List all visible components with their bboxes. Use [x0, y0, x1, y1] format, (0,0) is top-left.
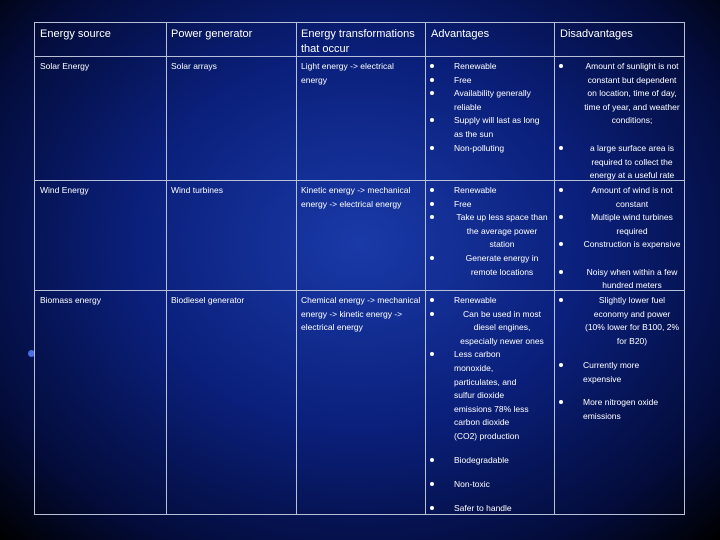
- cell-power-generator: Biodiesel generator: [171, 295, 245, 305]
- cell-energy-source: Solar Energy: [40, 61, 90, 71]
- cell-energy-source: Biomass energy: [40, 295, 101, 305]
- column-divider: [554, 23, 555, 514]
- bullet-icon: [430, 118, 434, 122]
- bullet-icon: [559, 400, 563, 404]
- column-divider: [166, 23, 167, 514]
- bullet-icon: [559, 146, 563, 150]
- bullet-icon: [430, 352, 434, 356]
- bullet-icon: [430, 312, 434, 316]
- bullet-icon: [430, 482, 434, 486]
- header-energy-transformations: Energy transformations that occur: [301, 28, 415, 55]
- bullet-icon: [430, 146, 434, 150]
- bullet-icon: [559, 215, 563, 219]
- cell-energy-transformation: Chemical energy -> mechanical energy -> kinetic energy -> electrical energy: [301, 295, 421, 333]
- bullet-icon: [430, 256, 434, 260]
- bullet-icon: [430, 64, 434, 68]
- header-advantages: Advantages: [431, 28, 490, 40]
- header-energy-source: Energy source: [40, 28, 111, 40]
- bullet-icon: [559, 363, 563, 367]
- cell-power-generator: Wind turbines: [171, 185, 223, 195]
- bullet-icon: [559, 298, 563, 302]
- column-divider: [425, 23, 426, 514]
- bullet-icon: [430, 188, 434, 192]
- column-divider: [296, 23, 297, 514]
- cell-energy-source: Wind Energy: [40, 185, 89, 195]
- bullet-icon: [430, 91, 434, 95]
- cell-power-generator: Solar arrays: [171, 61, 217, 71]
- cell-energy-transformation: Light energy -> electrical energy: [301, 61, 394, 85]
- bullet-icon: [559, 270, 563, 274]
- energy-comparison-table: Energy source Power generator Energy transformations that occur Advantages Disadvantages Solar Energy Solar arrays Light energy -> electrical energy Renewable Free Availability generally reliable Supply will last as long as the sun Non-polluting Amount of sunlight is not constant but dependent on location, time of day, time of year, and weather conditions; a large surface area is required to collect the energy at a useful rate Wind Energy Wind turbines Kinetic energy -> mechanical energy -> electrical energy Renewable Free Take up less space than the average power station Generate energy in remote locations Amount of wind is not constant Multiple wind turbines required Construction is expensive Noisy when within a few hundred meters Biomass energy Biodiesel generator Chemical energy -> mechanical energy -> kinetic energy -> electrical energy Renewable Can be used in most diesel engines, especially newer ones Less carbon monoxide, particulates, and sulfur dioxide emissions 78% less carbon dioxide (CO2) production Biodegradable Non-toxic Safer to handle Slightly lower fuel economy and power (10% lower for B100, 2% for B20) Currently more expensive More nitrogen oxide emissions: [34, 22, 685, 515]
- header-disadvantages: Disadvantages: [560, 28, 633, 40]
- bullet-icon: [559, 64, 563, 68]
- bullet-icon: [430, 506, 434, 510]
- bullet-icon: [559, 242, 563, 246]
- header-power-generator: Power generator: [171, 28, 253, 40]
- bullet-icon: [559, 188, 563, 192]
- bullet-icon: [430, 298, 434, 302]
- cell-energy-transformation: Kinetic energy -> mechanical energy -> electrical energy: [301, 185, 411, 209]
- bullet-icon: [430, 78, 434, 82]
- bullet-icon: [430, 202, 434, 206]
- bullet-icon: [430, 458, 434, 462]
- bullet-icon: [430, 215, 434, 219]
